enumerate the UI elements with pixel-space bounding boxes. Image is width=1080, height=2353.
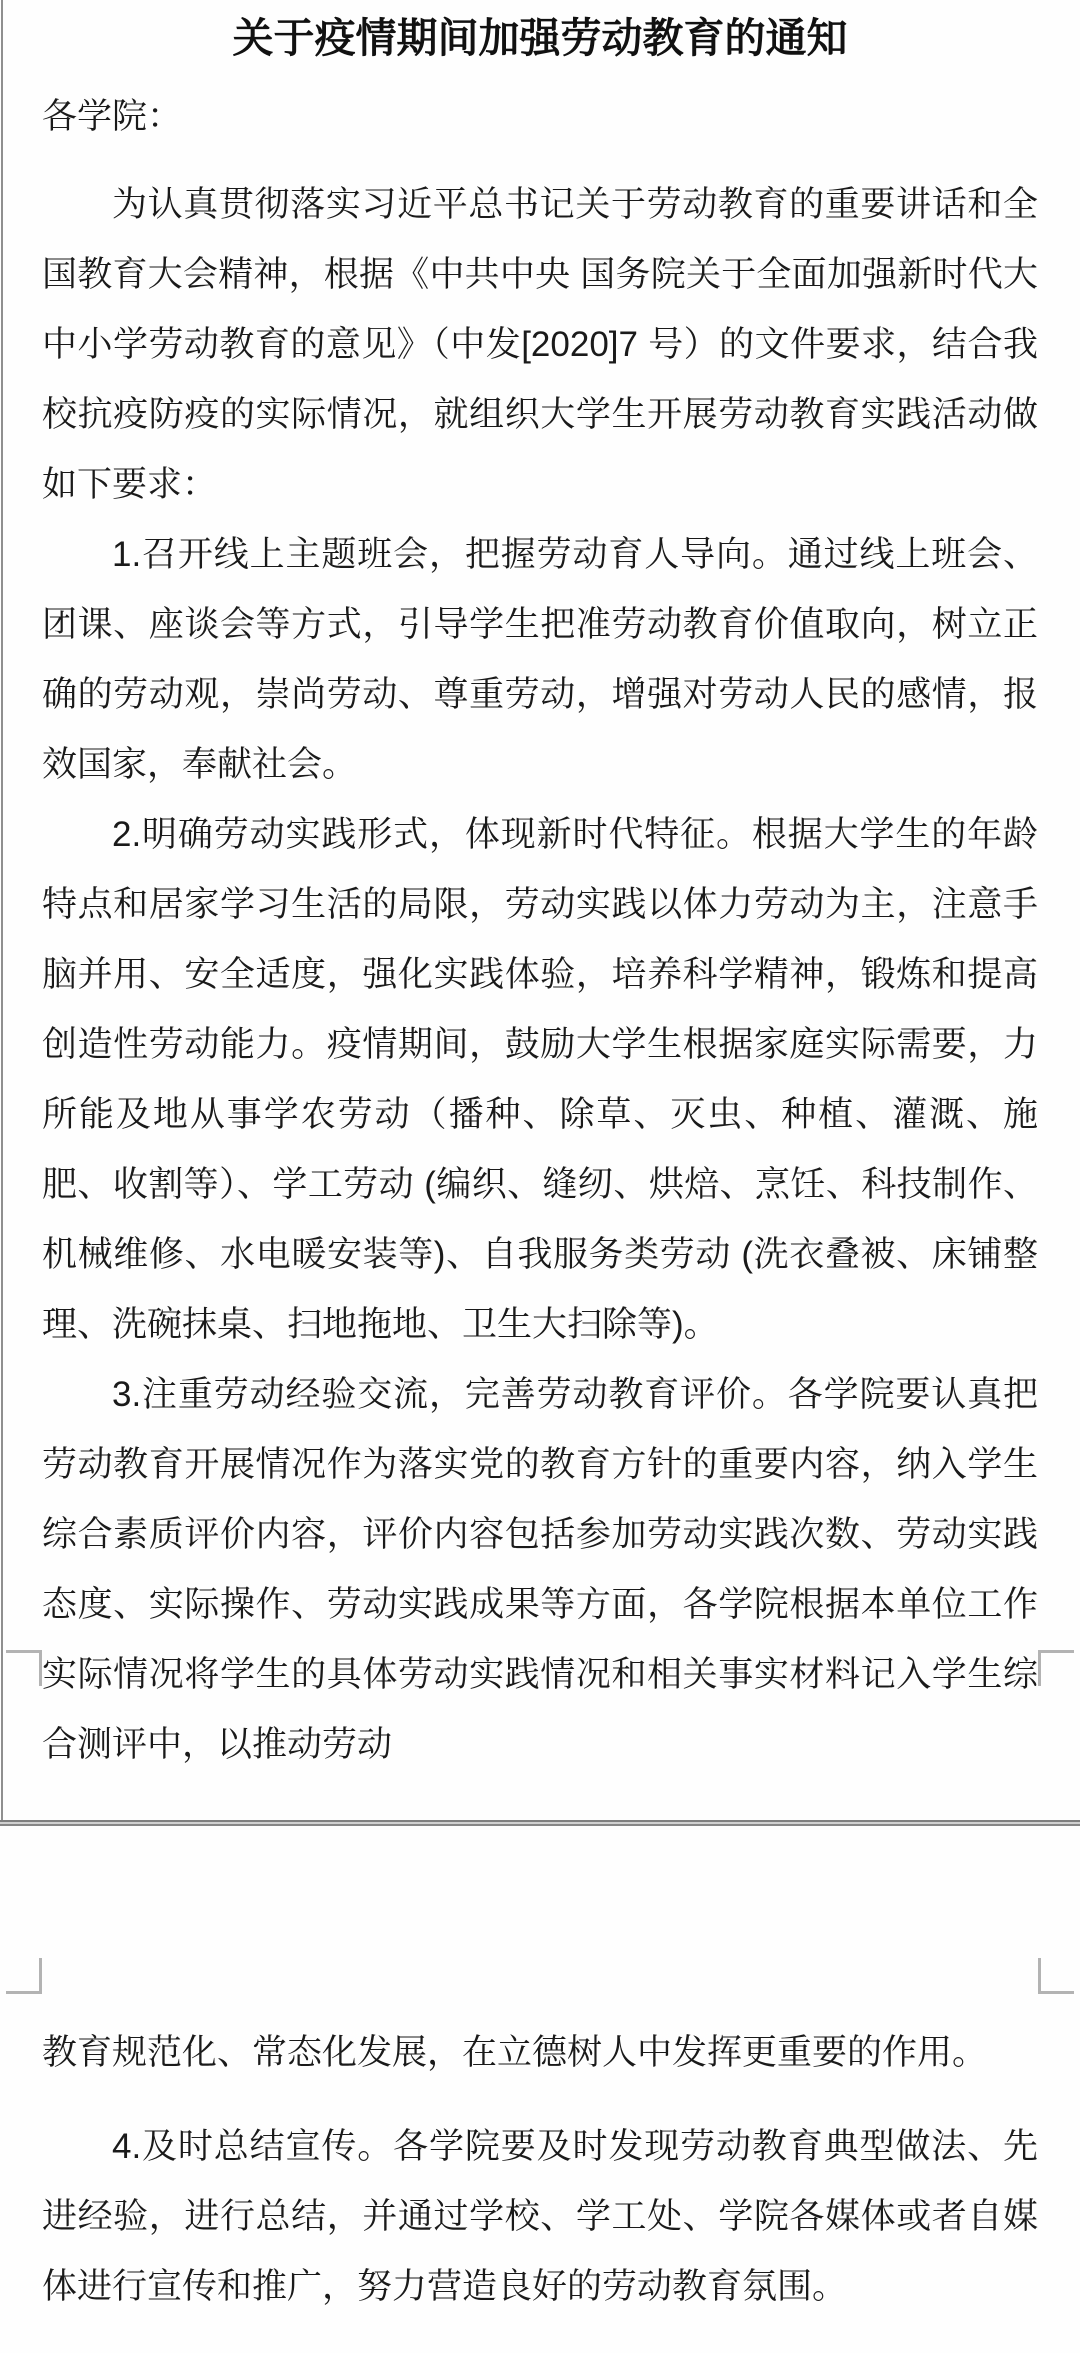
- text-boundary-mark-bottom-right-icon: [1038, 1650, 1074, 1686]
- text-boundary-mark-top-left-icon: [6, 1958, 42, 1994]
- page-left-edge-line: [1, 0, 3, 1820]
- paragraph-intro: 为认真贯彻落实习近平总书记关于劳动教育的重要讲话和全国教育大会精神，根据《中共中央 国务院关于全面加强新时代大中小学劳动教育的意见》（中发[2020]7 号）的文件要求，结合我校抗疫防疫的实际情况，就组织大学生开展劳动教育实践活动做如下要求：: [42, 185, 1038, 504]
- text-boundary-mark-bottom-left-icon: [6, 1650, 42, 1686]
- text-boundary-mark-top-right-icon: [1038, 1958, 1074, 1994]
- salutation-line: 各学院：: [42, 97, 183, 136]
- paragraph-item-3-continued: 教育规范化、常态化发展，在立德树人中发挥更重要的作用。: [42, 2033, 988, 2072]
- document-page-2: [0, 1826, 1080, 2353]
- page-title: 关于疫情期间加强劳动教育的通知: [232, 15, 848, 61]
- page-2-content: [0, 1826, 1080, 2322]
- paragraph-item-1: 1.召开线上主题班会，把握劳动育人导向。通过线上班会、团课、座谈会等方式，引导学生把准劳动教育价值取向，树立正确的劳动观，崇尚劳动、尊重劳动，增强对劳动人民的感情，报效国家，奉献社会。: [42, 535, 1038, 784]
- paragraph-item-4: 4.及时总结宣传。各学院要及时发现劳动教育典型做法、先进经验，进行总结，并通过学校、学工处、学院各媒体或者自媒体进行宣传和推广，努力营造良好的劳动教育氛围。: [42, 2127, 1038, 2306]
- paragraph-item-2: 2.明确劳动实践形式，体现新时代特征。根据大学生的年龄特点和居家学习生活的局限，劳动实践以体力劳动为主，注意手脑并用、安全适度，强化实践体验，培养科学精神，锻炼和提高创造性劳动能力。疫情期间，鼓励大学生根据家庭实际需要，力所能及地从事学农劳动（播种、除草、灭虫、种植、灌溉、施肥、收割等）、学工劳动 (编织、缝纫、烘焙、烹饪、科技制作、机械维修、水电暖安装等)、自我服务类劳动 (洗衣叠被、床铺整理、洗碗抹桌、扫地拖地、卫生大扫除等)。: [42, 815, 1038, 1344]
- paragraph-item-3: 3.注重劳动经验交流，完善劳动教育评价。各学院要认真把劳动教育开展情况作为落实党的教育方针的重要内容，纳入学生综合素质评价内容，评价内容包括参加劳动实践次数、劳动实践态度、实际操作、劳动实践成果等方面，各学院根据本单位工作实际情况将学生的具体劳动实践情况和相关事实材料记入学生综合测评中，以推动劳动: [42, 1375, 1038, 1764]
